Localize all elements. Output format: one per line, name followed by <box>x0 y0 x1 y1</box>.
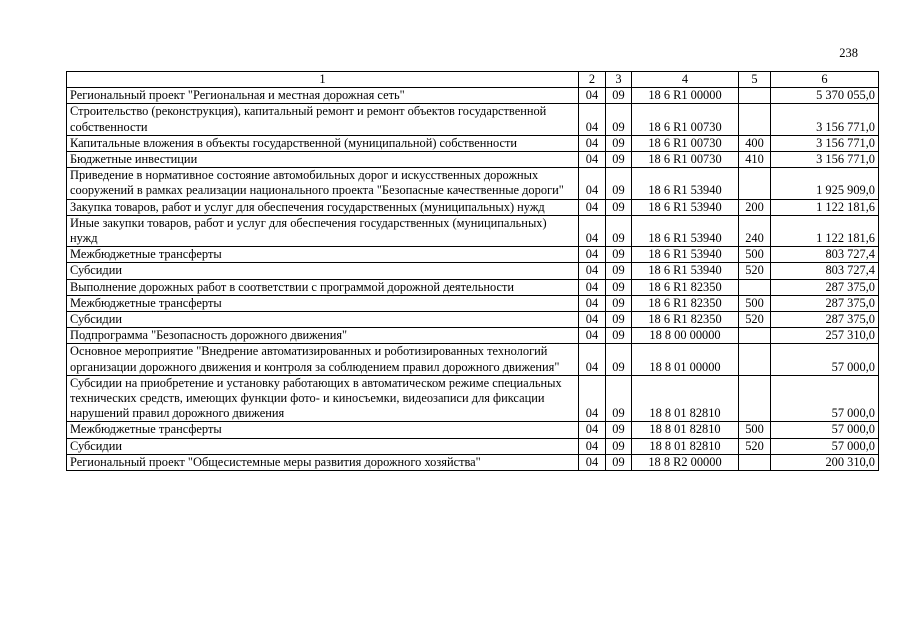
table-row <box>67 168 879 199</box>
row-name: Субсидии на приобретение и установку работающих в автоматическом режиме специальных технических средств, имеющих функции фото- и киносъемки, видеозаписи для фиксации нарушений правил дорожного движения <box>67 375 579 422</box>
column-header-5: 5 <box>739 72 771 88</box>
row-target-code: 18 6 R1 82350 <box>632 295 739 311</box>
row-subsection: 09 <box>606 199 632 215</box>
table-header-row <box>67 72 879 88</box>
row-name: Строительство (реконструкция), капитальный ремонт и ремонт объектов государственной собственности <box>67 104 579 135</box>
row-section: 04 <box>579 263 606 279</box>
row-expense-type: 400 <box>739 135 771 151</box>
row-expense-type: 500 <box>739 295 771 311</box>
row-section: 04 <box>579 454 606 470</box>
row-section: 04 <box>579 88 606 104</box>
row-subsection: 09 <box>606 279 632 295</box>
row-subsection: 09 <box>606 454 632 470</box>
row-target-code: 18 6 R1 00000 <box>632 88 739 104</box>
row-section: 04 <box>579 375 606 422</box>
row-name: Капитальные вложения в объекты государственной (муниципальной) собственности <box>67 135 579 151</box>
row-expense-type <box>739 88 771 104</box>
row-amount: 3 156 771,0 <box>771 135 879 151</box>
table-row <box>67 263 879 279</box>
row-name: Закупка товаров, работ и услуг для обеспечения государственных (муниципальных) нужд <box>67 199 579 215</box>
row-target-code: 18 8 01 82810 <box>632 375 739 422</box>
row-subsection: 09 <box>606 263 632 279</box>
row-expense-type: 520 <box>739 312 771 328</box>
row-target-code: 18 8 01 00000 <box>632 344 739 375</box>
row-subsection: 09 <box>606 344 632 375</box>
row-expense-type <box>739 279 771 295</box>
row-subsection: 09 <box>606 312 632 328</box>
table-row <box>67 295 879 311</box>
row-target-code: 18 6 R1 00730 <box>632 104 739 135</box>
row-target-code: 18 6 R1 00730 <box>632 135 739 151</box>
row-amount: 57 000,0 <box>771 344 879 375</box>
row-target-code: 18 6 R1 53940 <box>632 263 739 279</box>
row-section: 04 <box>579 328 606 344</box>
row-expense-type: 500 <box>739 247 771 263</box>
table-row <box>67 438 879 454</box>
table-row <box>67 375 879 422</box>
row-amount: 287 375,0 <box>771 279 879 295</box>
row-expense-type <box>739 344 771 375</box>
row-target-code: 18 6 R1 53940 <box>632 247 739 263</box>
row-subsection: 09 <box>606 104 632 135</box>
row-target-code: 18 6 R1 53940 <box>632 168 739 199</box>
row-amount: 1 122 181,6 <box>771 215 879 246</box>
row-amount: 5 370 055,0 <box>771 88 879 104</box>
row-target-code: 18 8 R2 00000 <box>632 454 739 470</box>
row-amount: 287 375,0 <box>771 295 879 311</box>
row-expense-type <box>739 454 771 470</box>
row-section: 04 <box>579 279 606 295</box>
row-section: 04 <box>579 247 606 263</box>
row-target-code: 18 8 01 82810 <box>632 438 739 454</box>
column-header-4: 4 <box>632 72 739 88</box>
row-amount: 803 727,4 <box>771 247 879 263</box>
row-amount: 1 925 909,0 <box>771 168 879 199</box>
column-header-6: 6 <box>771 72 879 88</box>
row-amount: 200 310,0 <box>771 454 879 470</box>
row-amount: 257 310,0 <box>771 328 879 344</box>
row-name: Субсидии <box>67 438 579 454</box>
row-subsection: 09 <box>606 247 632 263</box>
row-name: Подпрограмма "Безопасность дорожного движения" <box>67 328 579 344</box>
row-subsection: 09 <box>606 438 632 454</box>
row-expense-type: 520 <box>739 263 771 279</box>
row-name: Выполнение дорожных работ в соответствии с программой дорожной деятельности <box>67 279 579 295</box>
table-row <box>67 88 879 104</box>
row-name: Бюджетные инвестиции <box>67 152 579 168</box>
row-target-code: 18 6 R1 53940 <box>632 199 739 215</box>
row-target-code: 18 6 R1 53940 <box>632 215 739 246</box>
row-section: 04 <box>579 312 606 328</box>
row-section: 04 <box>579 135 606 151</box>
row-section: 04 <box>579 422 606 438</box>
row-expense-type: 200 <box>739 199 771 215</box>
row-section: 04 <box>579 215 606 246</box>
row-name: Межбюджетные трансферты <box>67 247 579 263</box>
page-number: 238 <box>839 46 858 60</box>
row-target-code: 18 6 R1 00730 <box>632 152 739 168</box>
row-expense-type: 500 <box>739 422 771 438</box>
row-subsection: 09 <box>606 168 632 199</box>
budget-table <box>66 71 879 471</box>
row-name: Субсидии <box>67 263 579 279</box>
row-subsection: 09 <box>606 152 632 168</box>
table-row <box>67 135 879 151</box>
row-amount: 57 000,0 <box>771 422 879 438</box>
row-section: 04 <box>579 152 606 168</box>
row-name: Региональный проект "Региональная и местная дорожная сеть" <box>67 88 579 104</box>
row-section: 04 <box>579 199 606 215</box>
row-amount: 803 727,4 <box>771 263 879 279</box>
row-name: Иные закупки товаров, работ и услуг для обеспечения государственных (муниципальных) нужд <box>67 215 579 246</box>
row-target-code: 18 6 R1 82350 <box>632 312 739 328</box>
table-row <box>67 422 879 438</box>
row-subsection: 09 <box>606 328 632 344</box>
row-subsection: 09 <box>606 135 632 151</box>
row-amount: 57 000,0 <box>771 438 879 454</box>
table-row <box>67 152 879 168</box>
row-name: Субсидии <box>67 312 579 328</box>
table-row <box>67 344 879 375</box>
row-name: Приведение в нормативное состояние автомобильных дорог и искусственных дорожных сооружений в рамках реализации национального проекта "Безопасные качественные дороги" <box>67 168 579 199</box>
row-amount: 1 122 181,6 <box>771 199 879 215</box>
row-section: 04 <box>579 295 606 311</box>
row-target-code: 18 6 R1 82350 <box>632 279 739 295</box>
row-expense-type: 240 <box>739 215 771 246</box>
row-expense-type <box>739 375 771 422</box>
column-header-2: 2 <box>579 72 606 88</box>
table-row <box>67 247 879 263</box>
row-target-code: 18 8 00 00000 <box>632 328 739 344</box>
row-subsection: 09 <box>606 88 632 104</box>
table-row <box>67 279 879 295</box>
row-expense-type <box>739 328 771 344</box>
table-row <box>67 454 879 470</box>
row-subsection: 09 <box>606 215 632 246</box>
row-amount: 3 156 771,0 <box>771 152 879 168</box>
table-row <box>67 199 879 215</box>
row-name: Межбюджетные трансферты <box>67 295 579 311</box>
row-expense-type: 520 <box>739 438 771 454</box>
row-section: 04 <box>579 438 606 454</box>
row-amount: 57 000,0 <box>771 375 879 422</box>
row-expense-type <box>739 104 771 135</box>
row-name: Региональный проект "Общесистемные меры развития дорожного хозяйства" <box>67 454 579 470</box>
table-row <box>67 104 879 135</box>
row-name: Межбюджетные трансферты <box>67 422 579 438</box>
table-row <box>67 328 879 344</box>
row-expense-type: 410 <box>739 152 771 168</box>
row-subsection: 09 <box>606 295 632 311</box>
row-expense-type <box>739 168 771 199</box>
row-section: 04 <box>579 344 606 375</box>
column-header-1: 1 <box>67 72 579 88</box>
row-amount: 287 375,0 <box>771 312 879 328</box>
table-row <box>67 215 879 246</box>
table-row <box>67 312 879 328</box>
row-target-code: 18 8 01 82810 <box>632 422 739 438</box>
row-subsection: 09 <box>606 422 632 438</box>
row-subsection: 09 <box>606 375 632 422</box>
row-amount: 3 156 771,0 <box>771 104 879 135</box>
column-header-3: 3 <box>606 72 632 88</box>
row-section: 04 <box>579 168 606 199</box>
row-section: 04 <box>579 104 606 135</box>
row-name: Основное мероприятие "Внедрение автоматизированных и роботизированных технологий организации дорожного движения и контроля за соблюдением правил дорожного движения" <box>67 344 579 375</box>
